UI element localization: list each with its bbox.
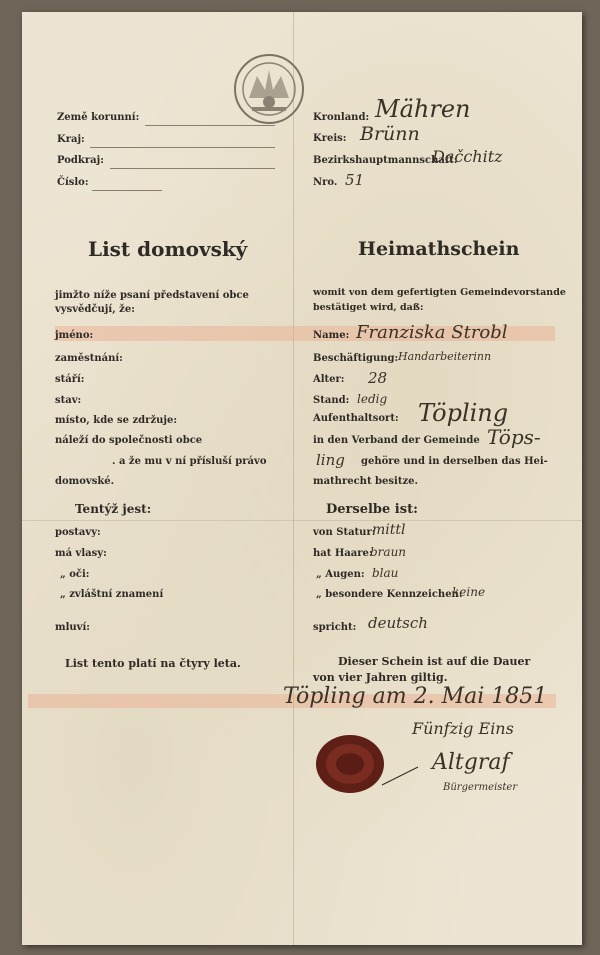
czech-intro-2: vysvědčují, že: <box>55 304 135 315</box>
label-znameni: „ zvláštní znamení <box>60 589 164 600</box>
wax-seal <box>314 733 386 795</box>
signature-title: Bürgermeister <box>443 782 518 793</box>
german-validity-1: Dieser Schein ist auf die Dauer <box>338 655 531 668</box>
label-kreis: Kreis: <box>313 133 347 144</box>
rule-podkraj <box>110 168 275 169</box>
fold-line-horizontal <box>22 520 582 521</box>
german-intro-2: bestätiget wird, daß: <box>313 302 424 313</box>
czech-title: List domovský <box>88 237 248 261</box>
value-stand: ledig <box>357 392 388 406</box>
year-words: Fünfzig Eins <box>412 719 514 738</box>
label-nro: Nro. <box>313 177 338 188</box>
value-beschaeftigung: Handarbeiterinn <box>398 350 492 363</box>
label-augen: „ Augen: <box>316 569 365 580</box>
value-kronland: Mähren <box>375 95 471 123</box>
label-stari: stáří: <box>55 374 85 385</box>
rule-kraj <box>90 147 275 148</box>
label-aufenthaltsort: Aufenthaltsort: <box>313 413 399 424</box>
label-mluvi: mluví: <box>55 622 90 633</box>
german-title: Heimathschein <box>358 238 520 260</box>
value-gemeinde-1: Töps- <box>487 425 541 449</box>
label-kronland: Kronland: <box>313 112 370 123</box>
german-validity-2: von vier Jahren giltig. <box>313 671 448 684</box>
german-belongs-2: gehöre und in derselben das Hei- <box>361 456 548 467</box>
label-podkraj: Podkraj: <box>57 155 104 166</box>
czech-belongs-1: náleží do společnosti obce <box>55 435 203 446</box>
rule-cislo <box>92 190 162 191</box>
label-name: Name: <box>313 330 350 341</box>
label-jmeno: jméno: <box>55 330 94 341</box>
label-misto: místo, kde se zdržuje: <box>55 415 178 426</box>
signature: Altgraf <box>432 750 510 775</box>
value-haare: braun <box>370 545 407 559</box>
value-nro: 51 <box>345 171 365 189</box>
german-same-heading: Derselbe ist: <box>326 502 418 517</box>
czech-belongs-3: domovské. <box>55 476 115 487</box>
pen-stroke <box>380 765 420 787</box>
german-intro-1: womit von dem gefertigten Gemeindevorstande <box>313 287 566 298</box>
label-kraj: Kraj: <box>57 134 85 145</box>
label-bezirk: Bezirkshauptmannschaft: <box>313 155 458 166</box>
czech-intro-1: jimžto níže psaní představení obce <box>55 290 249 301</box>
czech-validity: List tento platí na čtyry leta. <box>65 657 241 670</box>
value-bezirk: Dačchitz <box>432 147 503 166</box>
label-haare: hat Haare: <box>313 548 373 559</box>
czech-same-heading: Tentýž jest: <box>75 502 152 516</box>
label-statur: von Statur: <box>313 527 376 538</box>
value-augen: blau <box>372 566 399 580</box>
value-spricht: deutsch <box>368 614 428 632</box>
label-stav: stav: <box>55 395 82 406</box>
label-zamestnani: zaměstnání: <box>55 353 123 364</box>
german-belongs-3: mathrecht besitze. <box>313 476 418 487</box>
label-vlasy: má vlasy: <box>55 548 107 559</box>
value-aufenthaltsort: Töpling <box>418 399 509 427</box>
label-oci: „ oči: <box>60 569 90 580</box>
value-name: Franziska Strobl <box>356 322 508 343</box>
label-zeme-korunni: Země korunní: <box>57 112 140 123</box>
czech-belongs-2: . a že mu v ní přísluší právo <box>112 456 267 467</box>
value-statur: mittl <box>372 522 406 538</box>
fold-line-vertical <box>293 12 294 945</box>
rule-zeme <box>145 125 275 126</box>
place-date: Töpling am 2. Mai 1851 <box>283 684 548 709</box>
coat-of-arms-stamp <box>232 52 306 126</box>
value-kreis: Brünn <box>360 123 420 145</box>
label-stand: Stand: <box>313 395 350 406</box>
label-beschaeftigung: Beschäftigung: <box>313 353 399 364</box>
label-cislo: Číslo: <box>57 177 89 188</box>
label-spricht: spricht: <box>313 622 357 633</box>
value-alter: 28 <box>368 369 388 387</box>
label-kennzeichen: „ besondere Kennzeichen: <box>316 589 463 600</box>
value-gemeinde-2: ling <box>316 451 345 469</box>
value-kennzeichen: keine <box>452 585 486 599</box>
label-alter: Alter: <box>313 374 345 385</box>
german-belongs-1: in den Verband der Gemeinde <box>313 435 480 446</box>
label-postavy: postavy: <box>55 527 101 538</box>
